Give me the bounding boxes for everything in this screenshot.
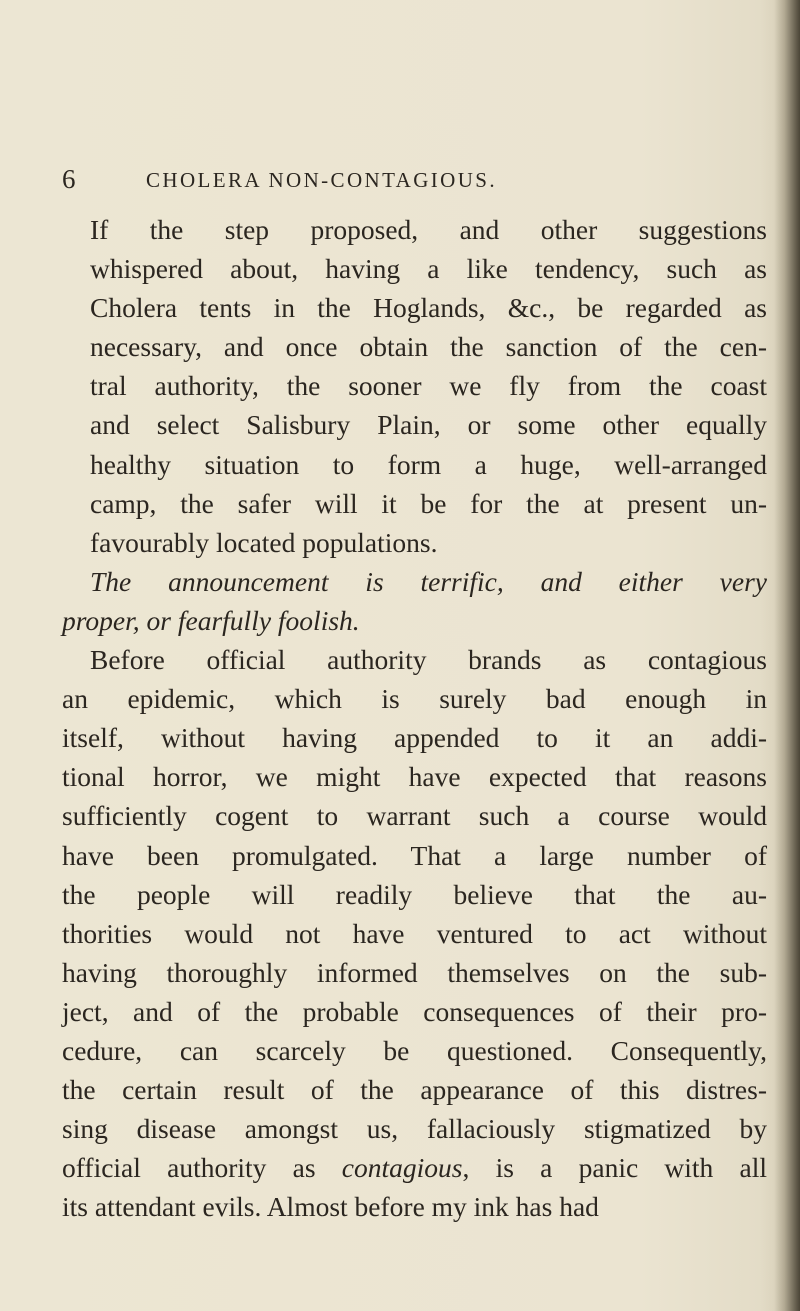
text-line: tral authority, the sooner we fly from the coast — [90, 370, 767, 402]
text-line: Cholera tents in the Hoglands, &c., be regarded as — [90, 292, 767, 324]
text-line: Before official authority brands as contagious — [90, 644, 767, 676]
text-line: ject, and of the probable consequences of their pro- — [62, 995, 767, 1027]
text-segment: , is a panic with all — [462, 1152, 768, 1184]
text-line: healthy situation to form a huge, well-arranged — [90, 448, 767, 480]
text-line: having thoroughly informed themselves on the sub- — [62, 956, 767, 988]
body-text — [62, 210, 767, 1226]
text-line-mixed — [62, 1148, 767, 1187]
text-line: sing disease amongst us, fallaciously stigmatized by — [62, 1113, 767, 1145]
italic-word-contagious: contagious — [341, 1152, 463, 1184]
running-title: CHOLERA NON-CONTAGIOUS. — [146, 168, 498, 192]
paragraph-2 — [62, 562, 767, 640]
text-line: itself, without having appended to it an addi- — [62, 722, 767, 754]
text-line: thorities would not have ventured to act without — [62, 917, 767, 949]
text-line: favourably located populations. — [90, 526, 438, 558]
text-line: camp, the safer will it be for the at present un- — [90, 487, 767, 519]
page-header — [62, 164, 762, 200]
text-line: cedure, can scarcely be questioned. Consequently, — [62, 1034, 767, 1066]
text-line: necessary, and once obtain the sanction of the cen- — [90, 331, 767, 363]
page-number: 6 — [62, 164, 77, 194]
text-line-italic: proper, or fearfully foolish. — [62, 604, 360, 636]
text-line: sufficiently cogent to warrant such a course would — [62, 800, 767, 832]
text-line: its attendant evils. Almost before my ink has had — [62, 1191, 599, 1223]
page-edge-shadow — [774, 0, 800, 1311]
text-line-italic: The announcement is terrific, and either very — [90, 565, 767, 597]
text-line: and select Salisbury Plain, or some other equally — [90, 409, 767, 441]
paragraph-3 — [62, 640, 767, 1226]
text-line: If the step proposed, and other suggestions — [90, 214, 767, 245]
paragraph-1 — [62, 210, 767, 562]
text-line: an epidemic, which is surely bad enough in — [62, 683, 767, 715]
text-segment: official authority as — [62, 1152, 316, 1184]
text-line: the people will readily believe that the au- — [62, 878, 767, 910]
text-line: tional horror, we might have expected that reasons — [62, 761, 767, 793]
text-line: whispered about, having a like tendency, such as — [90, 253, 767, 285]
text-line: the certain result of the appearance of this distres- — [62, 1074, 767, 1106]
text-line: have been promulgated. That a large number of — [62, 839, 767, 871]
